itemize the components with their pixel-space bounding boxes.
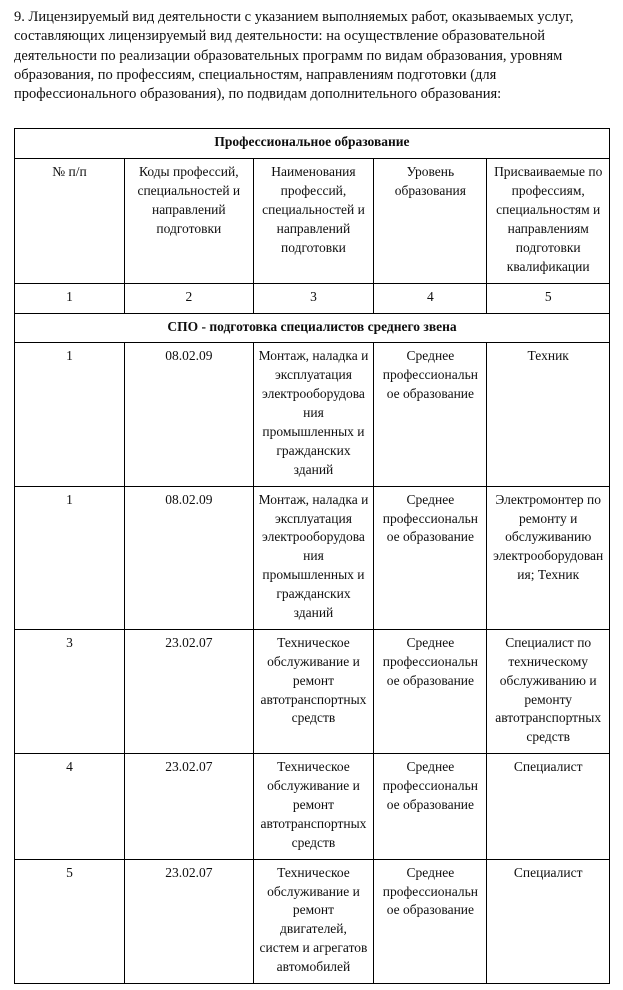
column-header-names: Наименования профессий, специальностей и направлений подготовки <box>253 159 374 283</box>
column-number: 5 <box>487 283 610 313</box>
section-header-row <box>15 313 610 343</box>
section-title: СПО - подготовка специалистов среднего звена <box>15 313 610 343</box>
education-license-table <box>14 128 610 984</box>
cell-code: 23.02.07 <box>125 629 254 753</box>
column-number-row <box>15 283 610 313</box>
cell-name: Техническое обслуживание и ремонт автотранспортных средств <box>253 754 374 859</box>
cell-num: 1 <box>15 343 125 486</box>
cell-num: 4 <box>15 754 125 859</box>
cell-qualification: Специалист <box>487 859 610 983</box>
table-row <box>15 754 610 859</box>
cell-code: 08.02.09 <box>125 486 254 629</box>
cell-qualification: Специалист <box>487 754 610 859</box>
cell-qualification: Техник <box>487 343 610 486</box>
column-number: 3 <box>253 283 374 313</box>
cell-name: Техническое обслуживание и ремонт автотранспортных средств <box>253 629 374 753</box>
table-row <box>15 343 610 486</box>
cell-name: Монтаж, наладка и эксплуатация электрооборудования промышленных и гражданских зданий <box>253 343 374 486</box>
cell-level: Среднее профессиональное образование <box>374 754 487 859</box>
cell-qualification: Электромонтер по ремонту и обслуживанию электрооборудования; Техник <box>487 486 610 629</box>
column-header-row <box>15 159 610 283</box>
cell-name: Монтаж, наладка и эксплуатация электрооборудования промышленных и гражданских зданий <box>253 486 374 629</box>
table-row <box>15 859 610 983</box>
cell-code: 08.02.09 <box>125 343 254 486</box>
cell-level: Среднее профессиональное образование <box>374 486 487 629</box>
table-title: Профессиональное образование <box>15 129 610 159</box>
column-number: 2 <box>125 283 254 313</box>
table-title-row <box>15 129 610 159</box>
cell-num: 1 <box>15 486 125 629</box>
intro-paragraph: 9. Лицензируемый вид деятельности с указанием выполняемых работ, оказываемых услуг, составляющих лицензируемый вид деятельности: на осуществление образовательной деятельности по реализации образовательных программ по видам образования, уровням образования, по профессиям, специальностям, направлениям подготовки (для профессионального образования), по подвидам дополнительного образования: <box>14 9 574 103</box>
column-header-qualification: Присваиваемые по профессиям, специальностям и направлениям подготовки квалификации <box>487 159 610 283</box>
column-header-level: Уровень образования <box>374 159 487 283</box>
column-number: 4 <box>374 283 487 313</box>
cell-qualification: Специалист по техническому обслуживанию и ремонту автотранспортных средств <box>487 629 610 753</box>
cell-name: Техническое обслуживание и ремонт двигателей, систем и агрегатов автомобилей <box>253 859 374 983</box>
column-header-codes: Коды профессий, специальностей и направлений подготовки <box>125 159 254 283</box>
cell-num: 3 <box>15 629 125 753</box>
cell-num: 5 <box>15 859 125 983</box>
cell-level: Среднее профессиональное образование <box>374 859 487 983</box>
cell-level: Среднее профессиональное образование <box>374 343 487 486</box>
column-header-num: № п/п <box>15 159 125 283</box>
cell-code: 23.02.07 <box>125 859 254 983</box>
table-row <box>15 486 610 629</box>
table-row <box>15 629 610 753</box>
cell-code: 23.02.07 <box>125 754 254 859</box>
cell-level: Среднее профессиональное образование <box>374 629 487 753</box>
column-number: 1 <box>15 283 125 313</box>
